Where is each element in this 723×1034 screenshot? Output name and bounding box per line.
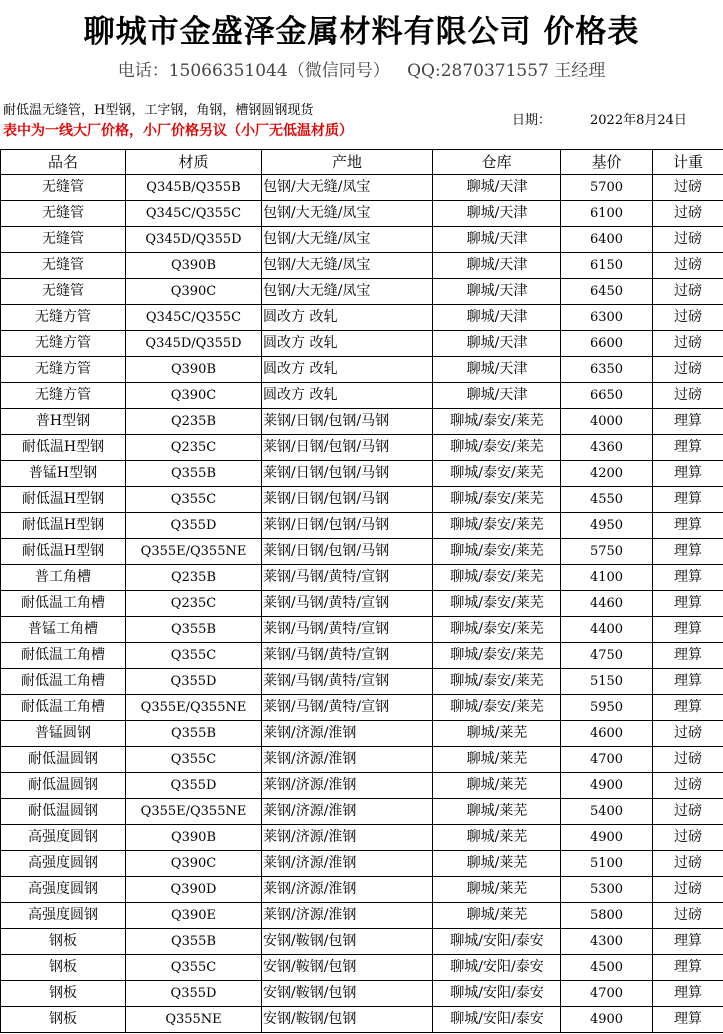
cell-origin: 莱钢/济源/淮钢 [262,877,433,903]
table-row [1,903,723,929]
cell-warehouse: 聊城/泰安/莱芜 [433,695,561,721]
cell-product: 耐低温圆钢 [1,799,126,825]
cell-material: Q235B [126,409,262,435]
cell-weighing: 理算 [653,487,723,513]
cell-product: 高强度圆钢 [1,877,126,903]
cell-material: Q390B [126,825,262,851]
cell-weighing: 理算 [653,591,723,617]
cell-warehouse: 聊城/泰安/莱芜 [433,461,561,487]
cell-origin: 莱钢/济源/淮钢 [262,721,433,747]
cell-origin: 莱钢/日钢/包钢/马钢 [262,435,433,461]
table-row [1,955,723,981]
cell-product: 普H型钢 [1,409,126,435]
cell-warehouse: 聊城/泰安/莱芜 [433,565,561,591]
col-header-material: 材质 [126,150,262,175]
cell-product: 耐低温工角槽 [1,591,126,617]
cell-price: 4100 [561,565,653,591]
cell-origin: 包钢/大无缝/凤宝 [262,175,433,201]
cell-origin: 莱钢/济源/淮钢 [262,747,433,773]
cell-warehouse: 聊城/安阳/泰安 [433,929,561,955]
cell-material: Q345B/Q355B [126,175,262,201]
cell-origin: 包钢/大无缝/凤宝 [262,227,433,253]
col-header-price: 基价 [561,150,653,175]
table-row [1,617,723,643]
table-row [1,487,723,513]
table-row [1,695,723,721]
cell-product: 钢板 [1,1007,126,1033]
cell-material: Q355NE [126,1007,262,1033]
cell-origin: 莱钢/济源/淮钢 [262,903,433,929]
cell-warehouse: 聊城/泰安/莱芜 [433,591,561,617]
cell-weighing: 过磅 [653,903,723,929]
cell-warehouse: 聊城/莱芜 [433,747,561,773]
cell-warehouse: 聊城/莱芜 [433,851,561,877]
cell-material: Q235C [126,591,262,617]
table-row [1,435,723,461]
cell-material: Q355B [126,617,262,643]
cell-weighing: 过磅 [653,331,723,357]
cell-material: Q235C [126,435,262,461]
cell-weighing: 理算 [653,643,723,669]
cell-warehouse: 聊城/泰安/莱芜 [433,643,561,669]
table-row [1,539,723,565]
cell-price: 4360 [561,435,653,461]
cell-origin: 莱钢/马钢/黄特/宣钢 [262,695,433,721]
cell-weighing: 理算 [653,461,723,487]
cell-warehouse: 聊城/天津 [433,305,561,331]
cell-price: 6300 [561,305,653,331]
col-header-name: 品名 [1,150,126,175]
cell-weighing: 过磅 [653,747,723,773]
cell-price: 4460 [561,591,653,617]
table-row [1,253,723,279]
cell-weighing: 过磅 [653,253,723,279]
cell-material: Q355E/Q355NE [126,799,262,825]
cell-price: 5750 [561,539,653,565]
table-row [1,461,723,487]
cell-weighing: 过磅 [653,227,723,253]
table-row [1,799,723,825]
cell-origin: 莱钢/济源/淮钢 [262,825,433,851]
col-header-warehouse: 仓库 [433,150,561,175]
cell-weighing: 理算 [653,981,723,1007]
cell-product: 耐低温H型钢 [1,435,126,461]
cell-warehouse: 聊城/泰安/莱芜 [433,487,561,513]
cell-warehouse: 聊城/莱芜 [433,903,561,929]
table-row [1,305,723,331]
cell-material: Q355B [126,721,262,747]
cell-origin: 圆改方 改轧 [262,331,433,357]
cell-material: Q355E/Q355NE [126,695,262,721]
cell-weighing: 过磅 [653,201,723,227]
table-row [1,409,723,435]
cell-warehouse: 聊城/莱芜 [433,825,561,851]
cell-origin: 莱钢/日钢/包钢/马钢 [262,513,433,539]
cell-origin: 莱钢/日钢/包钢/马钢 [262,461,433,487]
cell-warehouse: 聊城/安阳/泰安 [433,981,561,1007]
cell-product: 普锰圆钢 [1,721,126,747]
cell-origin: 圆改方 改轧 [262,383,433,409]
cell-weighing: 理算 [653,435,723,461]
cell-product: 普锰H型钢 [1,461,126,487]
table-row [1,981,723,1007]
table-row [1,357,723,383]
cell-warehouse: 聊城/安阳/泰安 [433,1007,561,1033]
cell-price: 4900 [561,1007,653,1033]
cell-warehouse: 聊城/莱芜 [433,877,561,903]
cell-origin: 莱钢/马钢/黄特/宣钢 [262,591,433,617]
cell-product: 耐低温工角槽 [1,643,126,669]
table-row [1,227,723,253]
cell-origin: 圆改方 改轧 [262,357,433,383]
cell-warehouse: 聊城/莱芜 [433,721,561,747]
cell-price: 6150 [561,253,653,279]
cell-weighing: 理算 [653,539,723,565]
cell-weighing: 理算 [653,669,723,695]
cell-weighing: 过磅 [653,305,723,331]
date-label: 日期： [512,113,552,128]
cell-origin: 包钢/大无缝/凤宝 [262,253,433,279]
cell-product: 耐低温圆钢 [1,747,126,773]
cell-warehouse: 聊城/莱芜 [433,799,561,825]
col-header-weighing: 计重 [653,150,723,175]
cell-price: 4900 [561,773,653,799]
cell-origin: 莱钢/日钢/包钢/马钢 [262,487,433,513]
cell-origin: 莱钢/马钢/黄特/宣钢 [262,669,433,695]
cell-price: 4300 [561,929,653,955]
cell-material: Q345C/Q355C [126,305,262,331]
cell-material: Q345D/Q355D [126,227,262,253]
cell-weighing: 过磅 [653,773,723,799]
table-row [1,747,723,773]
cell-price: 4400 [561,617,653,643]
table-row [1,201,723,227]
cell-origin: 安钢/鞍钢/包钢 [262,1007,433,1033]
cell-origin: 莱钢/马钢/黄特/宣钢 [262,643,433,669]
cell-warehouse: 聊城/天津 [433,253,561,279]
cell-product: 钢板 [1,929,126,955]
phone-text: 电话：15066351044（微信同号） [117,61,390,81]
cell-material: Q390B [126,253,262,279]
cell-weighing: 理算 [653,929,723,955]
cell-price: 4900 [561,825,653,851]
cell-weighing: 过磅 [653,175,723,201]
table-row [1,929,723,955]
table-row [1,825,723,851]
cell-warehouse: 聊城/天津 [433,201,561,227]
cell-material: Q390E [126,903,262,929]
cell-price: 5950 [561,695,653,721]
cell-weighing: 过磅 [653,721,723,747]
cell-material: Q355D [126,773,262,799]
table-row [1,669,723,695]
cell-material: Q390C [126,279,262,305]
cell-material: Q355D [126,513,262,539]
cell-price: 4750 [561,643,653,669]
cell-product: 无缝管 [1,175,126,201]
table-row [1,279,723,305]
cell-weighing: 过磅 [653,799,723,825]
cell-material: Q355B [126,461,262,487]
cell-origin: 圆改方 改轧 [262,305,433,331]
cell-warehouse: 聊城/天津 [433,357,561,383]
qq-text: QQ:2870371557 王经理 [407,61,606,81]
table-row [1,721,723,747]
cell-weighing: 理算 [653,1007,723,1033]
cell-weighing: 过磅 [653,383,723,409]
stock-description: 耐低温无缝管，H型钢，工字钢，角钢，槽钢圆钢现货 [3,103,314,118]
cell-warehouse: 聊城/泰安/莱芜 [433,409,561,435]
cell-material: Q355C [126,747,262,773]
table-row [1,851,723,877]
cell-price: 5300 [561,877,653,903]
contact-line [0,56,723,81]
col-header-origin: 产地 [262,150,433,175]
cell-price: 4500 [561,955,653,981]
cell-material: Q235B [126,565,262,591]
cell-origin: 莱钢/济源/淮钢 [262,851,433,877]
cell-origin: 莱钢/日钢/包钢/马钢 [262,539,433,565]
cell-price: 6350 [561,357,653,383]
cell-price: 4000 [561,409,653,435]
cell-product: 无缝管 [1,227,126,253]
cell-material: Q355C [126,487,262,513]
cell-product: 无缝管 [1,201,126,227]
cell-price: 6600 [561,331,653,357]
cell-price: 6100 [561,201,653,227]
cell-product: 普锰工角槽 [1,617,126,643]
cell-origin: 莱钢/日钢/包钢/马钢 [262,409,433,435]
table-row [1,643,723,669]
cell-warehouse: 聊城/泰安/莱芜 [433,617,561,643]
table-row [1,591,723,617]
cell-product: 耐低温圆钢 [1,773,126,799]
cell-weighing: 理算 [653,565,723,591]
cell-weighing: 理算 [653,955,723,981]
cell-product: 耐低温H型钢 [1,513,126,539]
cell-material: Q345D/Q355D [126,331,262,357]
cell-material: Q355B [126,929,262,955]
table-row [1,877,723,903]
cell-warehouse: 聊城/天津 [433,279,561,305]
cell-weighing: 理算 [653,513,723,539]
cell-product: 无缝管 [1,279,126,305]
cell-warehouse: 聊城/天津 [433,331,561,357]
cell-price: 5100 [561,851,653,877]
cell-product: 无缝管 [1,253,126,279]
cell-material: Q390B [126,357,262,383]
cell-product: 钢板 [1,955,126,981]
cell-material: Q345C/Q355C [126,201,262,227]
cell-warehouse: 聊城/天津 [433,383,561,409]
cell-price: 4700 [561,981,653,1007]
cell-product: 无缝方管 [1,331,126,357]
cell-product: 无缝方管 [1,383,126,409]
cell-origin: 莱钢/济源/淮钢 [262,799,433,825]
cell-weighing: 过磅 [653,825,723,851]
table-row [1,175,723,201]
cell-product: 无缝方管 [1,357,126,383]
cell-origin: 安钢/鞍钢/包钢 [262,929,433,955]
cell-origin: 包钢/大无缝/凤宝 [262,201,433,227]
cell-product: 高强度圆钢 [1,903,126,929]
cell-weighing: 过磅 [653,877,723,903]
cell-warehouse: 聊城/泰安/莱芜 [433,669,561,695]
table-row [1,565,723,591]
cell-price: 5700 [561,175,653,201]
cell-origin: 包钢/大无缝/凤宝 [262,279,433,305]
cell-material: Q390C [126,383,262,409]
cell-product: 高强度圆钢 [1,851,126,877]
cell-material: Q355D [126,981,262,1007]
cell-warehouse: 聊城/天津 [433,175,561,201]
cell-warehouse: 聊城/泰安/莱芜 [433,539,561,565]
table-row [1,331,723,357]
cell-product: 耐低温H型钢 [1,539,126,565]
cell-weighing: 理算 [653,695,723,721]
cell-warehouse: 聊城/泰安/莱芜 [433,435,561,461]
cell-weighing: 过磅 [653,357,723,383]
price-notice: 表中为一线大厂价格，小厂价格另议（小厂无低温材质） [3,123,353,139]
cell-price: 4600 [561,721,653,747]
cell-weighing: 理算 [653,617,723,643]
page-title: 聊城市金盛泽金属材料有限公司 价格表 [83,14,640,50]
cell-product: 高强度圆钢 [1,825,126,851]
cell-price: 4950 [561,513,653,539]
cell-weighing: 过磅 [653,279,723,305]
cell-material: Q355C [126,643,262,669]
cell-material: Q355C [126,955,262,981]
cell-warehouse: 聊城/安阳/泰安 [433,955,561,981]
cell-price: 6450 [561,279,653,305]
cell-material: Q355D [126,669,262,695]
cell-weighing: 过磅 [653,851,723,877]
table-row [1,383,723,409]
cell-origin: 莱钢/马钢/黄特/宣钢 [262,565,433,591]
cell-product: 耐低温工角槽 [1,669,126,695]
table-header-row [1,150,723,175]
cell-price: 5150 [561,669,653,695]
date-value: 2022年8月24日 [590,113,687,128]
cell-price: 4200 [561,461,653,487]
cell-origin: 莱钢/马钢/黄特/宣钢 [262,617,433,643]
table-row [1,1007,723,1033]
table-row [1,513,723,539]
cell-product: 无缝方管 [1,305,126,331]
cell-price: 5800 [561,903,653,929]
table-row [1,773,723,799]
cell-weighing: 理算 [653,409,723,435]
cell-warehouse: 聊城/泰安/莱芜 [433,513,561,539]
cell-warehouse: 聊城/天津 [433,227,561,253]
cell-price: 4550 [561,487,653,513]
cell-product: 耐低温H型钢 [1,487,126,513]
cell-material: Q390C [126,851,262,877]
cell-price: 6400 [561,227,653,253]
cell-origin: 安钢/鞍钢/包钢 [262,955,433,981]
cell-product: 普工角槽 [1,565,126,591]
cell-product: 耐低温工角槽 [1,695,126,721]
table-body [1,175,723,1033]
cell-price: 5400 [561,799,653,825]
cell-price: 6650 [561,383,653,409]
cell-material: Q355E/Q355NE [126,539,262,565]
cell-origin: 安钢/鞍钢/包钢 [262,981,433,1007]
price-table [0,149,723,1033]
cell-warehouse: 聊城/莱芜 [433,773,561,799]
cell-origin: 莱钢/济源/淮钢 [262,773,433,799]
cell-material: Q390D [126,877,262,903]
cell-product: 钢板 [1,981,126,1007]
cell-price: 4700 [561,747,653,773]
